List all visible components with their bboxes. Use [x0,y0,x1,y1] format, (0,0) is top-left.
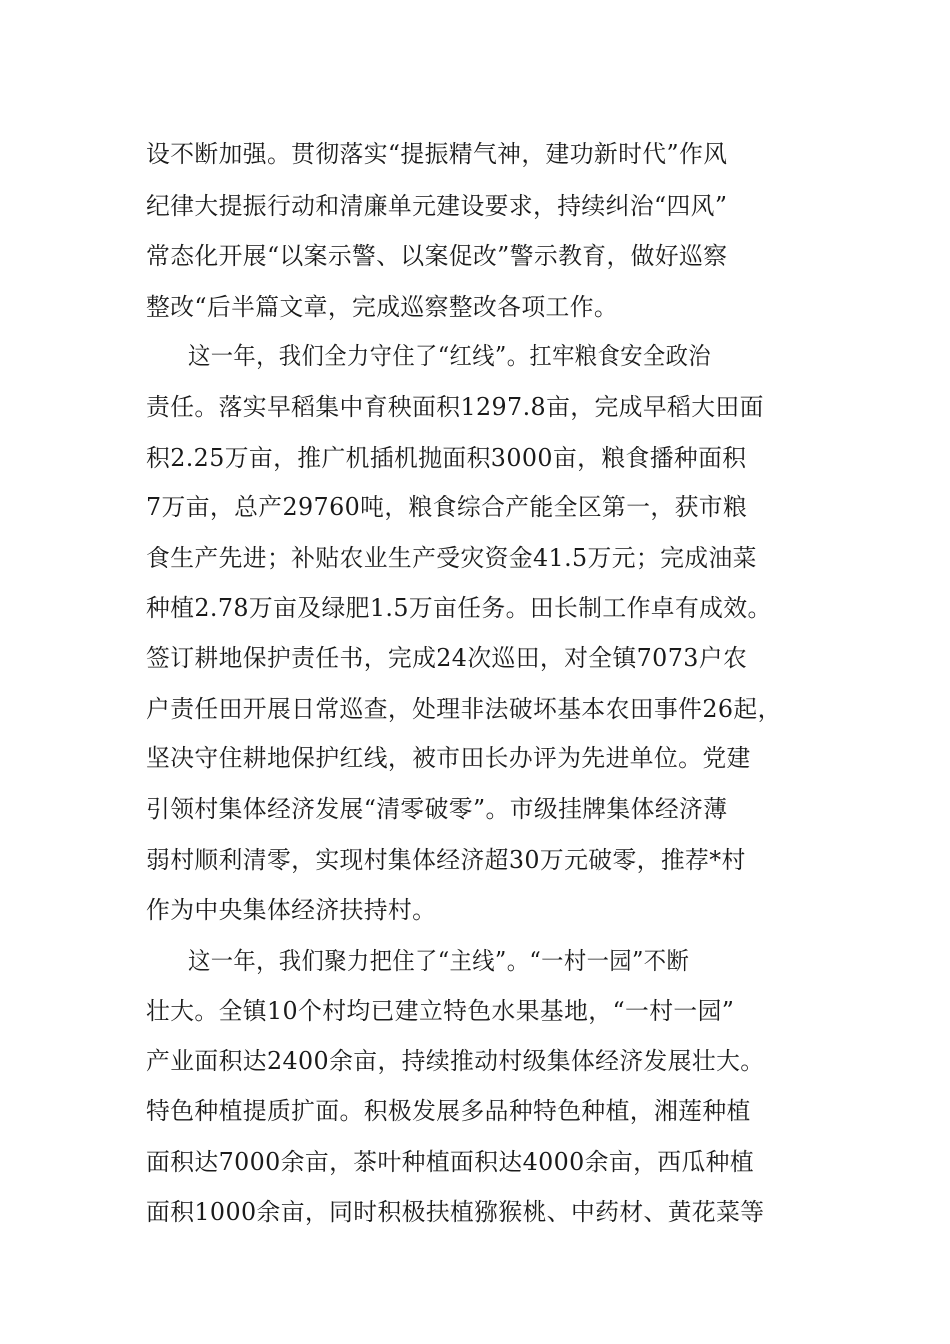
text-line: 产业面积达2400余亩，持续推动村级集体经济发展壮大。 [146,1047,765,1075]
text-line: 设不断加强。贯彻落实“提振精气神，建功新时代”作风 [146,140,728,168]
text-line: 常态化开展“以案示警、以案促改”警示教育，做好巡察 [146,242,728,270]
text-line: 面积达7000余亩，茶叶种植面积达4000余亩，西瓜种植 [146,1148,755,1176]
text-line: 食生产先进；补贴农业生产受灾资金41.5万元；完成油菜 [146,544,757,572]
text-line: 整改“后半篇文章，完成巡察整改各项工作。 [146,293,619,321]
text-line: 特色种植提质扩面。积极发展多品种特色种植，湘莲种植 [146,1097,751,1125]
text-line: 责任。落实早稻集中育秧面积1297.8亩，完成早稻大田面 [146,393,764,421]
text-line: 弱村顺利清零，实现村集体经济超30万元破零，推荐*村 [146,846,746,874]
text-line: 壮大。全镇10个村均已建立特色水果基地，“一村一园” [146,997,735,1025]
text-line: 户责任田开展日常巡查，处理非法破坏基本农田事件26起， [146,695,782,723]
text-line: 面积1000余亩，同时积极扶植猕猴桃、中药材、黄花菜等 [146,1198,765,1226]
paragraph-start-line: 这一年，我们全力守住了“红线”。扛牢粮食安全政治 [188,342,712,370]
text-line: 签订耕地保护责任书，完成24次巡田，对全镇7073户农 [146,644,748,672]
text-line: 引领村集体经济发展“清零破零”。市级挂牌集体经济薄 [146,795,728,823]
text-line: 积2.25万亩，推广机插机抛面积3000亩，粮食播种面积 [146,444,747,472]
text-line: 坚决守住耕地保护红线，被市田长办评为先进单位。党建 [146,744,751,772]
text-line: 7万亩，总产29760吨，粮食综合产能全区第一，获市粮 [146,493,748,521]
text-line: 纪律大提振行动和清廉单元建设要求，持续纠治“四风” [146,192,728,220]
paragraph-start-line: 这一年，我们聚力把住了“主线”。“一村一园”不断 [188,947,690,975]
text-line: 作为中央集体经济扶持村。 [146,896,437,924]
text-line: 种植2.78万亩及绿肥1.5万亩任务。田长制工作卓有成效。 [146,594,772,622]
